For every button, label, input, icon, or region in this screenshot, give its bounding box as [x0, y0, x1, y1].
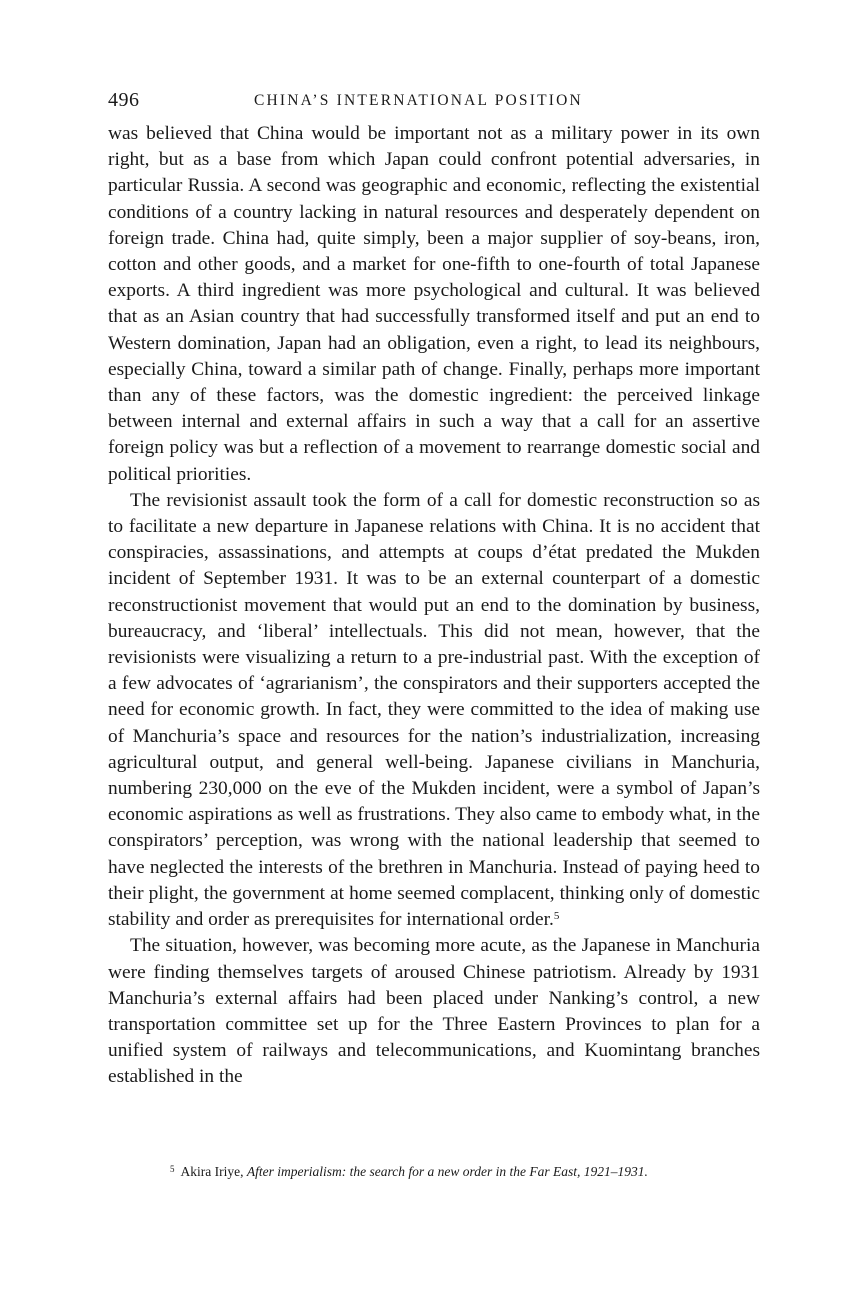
- footnote-title: After imperialism: the search for a new order in the Far East, 1921–1931.: [246, 1164, 648, 1179]
- running-head: [108, 89, 760, 117]
- footnote-author: Akira Iriye,: [180, 1164, 244, 1179]
- paragraph-text: was believed that China would be important not as a military power in its own right, but as a base from which Japan could confront potential adversaries, in particular Russia. A second was geographic and economic, reflecting the existential conditions of a country lacking in natural resources and desperately dependent on foreign trade. China had, quite simply, been a major supplier of soy-beans, iron, cotton and other goods, and a market for one-fifth to one-fourth of total Japanese exports. A third ingredient was more psychological and cultural. It was believed that as an Asian country that had successfully transformed itself and put an end to Western domination, Japan had an obligation, even a right, to lead its neighbours, especially China, toward a similar path of change. Finally, perhaps more important than any of these factors, was the domestic ingredient: the perceived linkage between internal and external affairs in such a way that a call for an assertive foreign policy was but a reflection of a movement to rearrange domestic social and political priorities.: [108, 123, 760, 485]
- page-number: 496: [108, 89, 140, 111]
- paragraph-text: The revisionist assault took the form of a call for domestic reconstruction so as to facilitate a new departure in Japanese relations with China. It is no accident that conspiracies, assassinations, and attempts at coups d’état predated the Mukden incident of September 1931. It was to be an external counterpart of a domestic reconstructionist movement that would put an end to the domination by business, bureaucracy, and ‘liberal’ intellectuals. This did not mean, however, that the revisionists were visualizing a return to a pre-industrial past. With the exception of a few advocates of ‘agrarianism’, the conspirators and their supporters accepted the need for economic growth. In fact, they were committed to the idea of making use of Manchuria’s space and resources for the nation’s industrialization, increasing agricultural output, and general well-being. Japanese civilians in Manchuria, numbering 230,000 on the eve of the Mukden incident, were a symbol of Japan’s economic aspirations as well as frustrations. They also came to embody what, in the conspirators’ perception, was wrong with the national leadership that seemed to have neglected the interests of the brethren in Manchuria. Instead of paying heed to their plight, the government at home seemed complacent, thinking only of domestic stability and order as prerequisites for international order.: [108, 489, 760, 931]
- footnote-reference[interactable]: 5: [553, 910, 560, 923]
- paragraph: [108, 488, 760, 933]
- paragraph: [108, 121, 760, 488]
- running-title: CHINA’S INTERNATIONAL POSITION: [254, 92, 583, 109]
- paragraph: [108, 933, 760, 1090]
- footnote: [170, 1163, 770, 1181]
- body-text: [108, 121, 760, 1091]
- paragraph-text: The situation, however, was becoming more acute, as the Japanese in Manchuria were finding themselves targets of aroused Chinese patriotism. Already by 1931 Manchuria’s external affairs had been placed under Nanking’s control, a new transportation committee set up for the Three Eastern Provinces to plan for a unified system of railways and telecommunications, and Kuomintang branches established in the: [108, 935, 760, 1088]
- footnote-marker: 5: [170, 1164, 175, 1174]
